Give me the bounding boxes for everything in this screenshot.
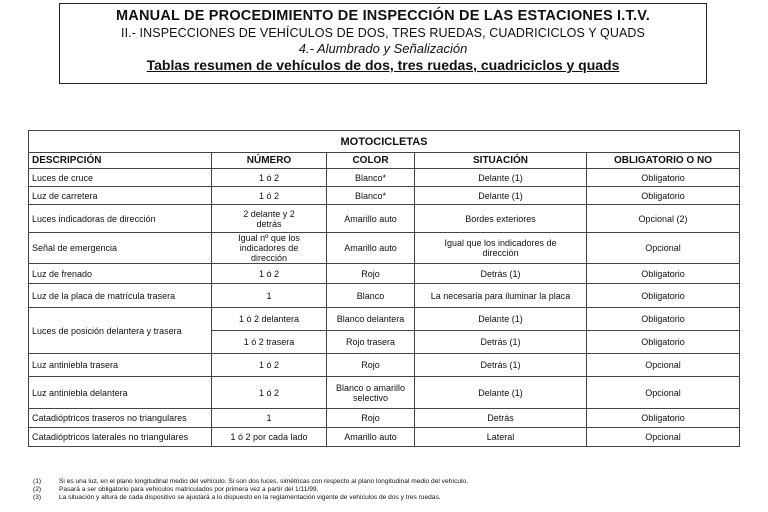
- cell-sit: Detrás: [415, 409, 587, 428]
- cell-sit: Detrás (1): [415, 354, 587, 377]
- cell-num: 1: [212, 409, 327, 428]
- cell-sit: Detrás (1): [415, 264, 587, 284]
- cell-num: 1 ó 2: [212, 377, 327, 409]
- table-row: [29, 169, 740, 187]
- table-caption-row: [29, 131, 740, 153]
- cell-desc: Luz de carretera: [29, 187, 212, 205]
- cell-color: Blanco: [327, 284, 415, 308]
- footnote-text: La situación y altura de cada dispositivo se ajustará a lo dispuesto en la reglamentación vigente de vehículos de dos y tres ruedas.: [59, 494, 441, 501]
- cell-oblig: Opcional (2): [587, 205, 740, 233]
- cell-desc: Luz de frenado: [29, 264, 212, 284]
- table-row: [29, 284, 740, 308]
- cell-num: 1 ó 2: [212, 169, 327, 187]
- cell-desc: Luz antiniebla delantera: [29, 377, 212, 409]
- cell-color: Blanco o amarillo selectivo: [327, 377, 415, 409]
- cell-desc: Catadióptricos traseros no triangulares: [29, 409, 212, 428]
- footnote-number: (2): [33, 486, 42, 493]
- cell-desc: Luces de posición delantera y trasera: [29, 308, 212, 354]
- cell-oblig: Obligatorio: [587, 169, 740, 187]
- cell-desc: Luz de la placa de matrícula trasera: [29, 284, 212, 308]
- cell-num: 1 ó 2 trasera: [212, 331, 327, 354]
- footnote-text: Pasará a ser obligatorio para vehículos matriculados por primera vez a partir del 1/11/99.: [59, 486, 319, 493]
- table-row: [29, 205, 740, 233]
- cell-oblig: Obligatorio: [587, 284, 740, 308]
- table-row: [29, 264, 740, 284]
- cell-oblig: Obligatorio: [587, 187, 740, 205]
- cell-num: 1 ó 2 por cada lado: [212, 428, 327, 447]
- cell-color: Rojo: [327, 264, 415, 284]
- cell-oblig: Opcional: [587, 428, 740, 447]
- col-header-situacion: SITUACIÓN: [415, 153, 587, 169]
- cell-color: Amarillo auto: [327, 428, 415, 447]
- table-row: [29, 308, 740, 331]
- cell-num: 1 ó 2: [212, 187, 327, 205]
- table-row: [29, 377, 740, 409]
- cell-color: Rojo trasera: [327, 331, 415, 354]
- cell-oblig: Obligatorio: [587, 331, 740, 354]
- cell-desc: Luces de cruce: [29, 169, 212, 187]
- cell-oblig: Opcional: [587, 233, 740, 264]
- cell-sit: Lateral: [415, 428, 587, 447]
- col-header-obligatorio: OBLIGATORIO O NO: [587, 153, 740, 169]
- cell-color: Rojo: [327, 409, 415, 428]
- table-caption: MOTOCICLETAS: [29, 131, 740, 153]
- cell-color: Blanco*: [327, 187, 415, 205]
- cell-oblig: Obligatorio: [587, 264, 740, 284]
- cell-sit: Igual que los indicadores de dirección: [415, 233, 587, 264]
- cell-color: Amarillo auto: [327, 233, 415, 264]
- cell-num: Igual nº que los indicadores de dirección: [212, 233, 327, 264]
- chapter-subtitle: II.- INSPECCIONES DE VEHÍCULOS DE DOS, TRES RUEDAS, CUADRICICLOS Y QUADS: [121, 26, 645, 40]
- col-header-color: COLOR: [327, 153, 415, 169]
- cell-color: Blanco delantera: [327, 308, 415, 331]
- cell-sit: La necesaria para iluminar la placa: [415, 284, 587, 308]
- motorcycle-table: [28, 130, 740, 447]
- cell-desc: Señal de emergencia: [29, 233, 212, 264]
- table-row: [29, 354, 740, 377]
- manual-title: MANUAL DE PROCEDIMIENTO DE INSPECCIÓN DE LAS ESTACIONES I.T.V.: [116, 8, 650, 24]
- table-row: [29, 233, 740, 264]
- document-header: [59, 3, 707, 84]
- cell-num: 1: [212, 284, 327, 308]
- cell-num: 1 ó 2 delantera: [212, 308, 327, 331]
- footnote-number: (1): [33, 478, 42, 485]
- cell-desc: Luces indicadoras de dirección: [29, 205, 212, 233]
- table-row: [29, 428, 740, 447]
- table-header-row: [29, 153, 740, 169]
- footnote-text: Si es una luz, en el plano longitudinal medio del vehículo. Si son dos luces, simétricas con respecto al plano longitudinal medio del vehículo.: [59, 478, 469, 485]
- table-summary-title: Tablas resumen de vehículos de dos, tres ruedas, cuadriciclos y quads: [146, 57, 620, 73]
- cell-color: Blanco*: [327, 169, 415, 187]
- cell-color: Amarillo auto: [327, 205, 415, 233]
- footnote-number: (3): [33, 494, 42, 501]
- footnote: [33, 478, 753, 486]
- cell-sit: Delante (1): [415, 169, 587, 187]
- section-title: 4.- Alumbrado y Señalización: [298, 41, 468, 56]
- cell-num: 1 ó 2: [212, 264, 327, 284]
- table-row: [29, 409, 740, 428]
- footnotes: [33, 478, 753, 502]
- cell-desc: Catadióptricos laterales no triangulares: [29, 428, 212, 447]
- col-header-numero: NÚMERO: [212, 153, 327, 169]
- cell-sit: Delante (1): [415, 377, 587, 409]
- cell-sit: Delante (1): [415, 187, 587, 205]
- cell-sit: Detrás (1): [415, 331, 587, 354]
- cell-oblig: Opcional: [587, 377, 740, 409]
- cell-sit: Delante (1): [415, 308, 587, 331]
- cell-oblig: Obligatorio: [587, 409, 740, 428]
- motorcycle-table-container: [28, 130, 739, 447]
- cell-oblig: Obligatorio: [587, 308, 740, 331]
- footnote: [33, 494, 753, 502]
- table-row: [29, 187, 740, 205]
- cell-num: 1 ó 2: [212, 354, 327, 377]
- cell-desc: Luz antiniebla trasera: [29, 354, 212, 377]
- cell-oblig: Opcional: [587, 354, 740, 377]
- cell-color: Rojo: [327, 354, 415, 377]
- cell-sit: Bordes exteriores: [415, 205, 587, 233]
- col-header-descripcion: DESCRIPCIÓN: [29, 153, 212, 169]
- footnote: [33, 486, 753, 494]
- cell-num: 2 delante y 2 detrás: [212, 205, 327, 233]
